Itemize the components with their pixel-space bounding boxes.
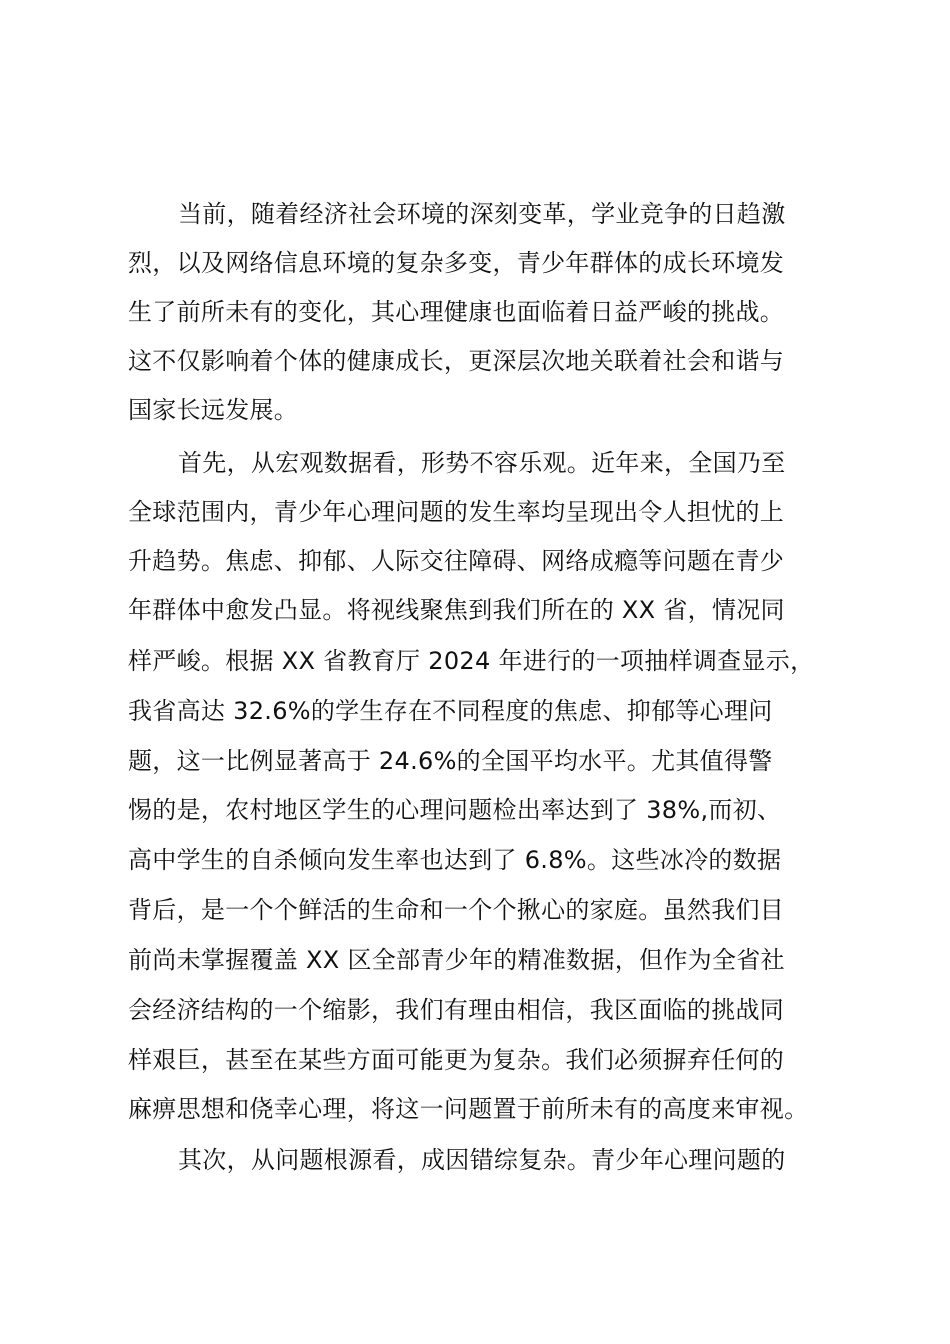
paragraph-2-line-9: 高中学生的自杀倾向发生率也达到了 6.8%。这些冰冷的数据 — [128, 846, 782, 874]
paragraph-2-line-6: 我省高达 32.6%的学生存在不同程度的焦虑、抑郁等心理问 — [128, 697, 773, 725]
paragraph-3-line-1: 其次，从问题根源看，成因错综复杂。青少年心理问题的 — [178, 1146, 786, 1174]
paragraph-2-line-2: 全球范围内，青少年心理问题的发生率均呈现出令人担忧的上 — [128, 498, 785, 526]
paragraph-1-line-1: 当前，随着经济社会环境的深刻变革，学业竞争的日趋激 — [178, 200, 786, 228]
paragraph-2-line-13: 样艰巨，甚至在某些方面可能更为复杂。我们必须摒弃任何的 — [128, 1046, 785, 1074]
paragraph-2-line-1: 首先，从宏观数据看，形势不容乐观。近年来，全国乃至 — [178, 449, 786, 477]
paragraph-1-line-3: 生了前所未有的变化，其心理健康也面临着日益严峻的挑战。 — [128, 298, 785, 326]
paragraph-1-line-2: 烈，以及网络信息环境的复杂多变，青少年群体的成长环境发 — [128, 249, 785, 277]
paragraph-2-line-3: 升趋势。焦虑、抑郁、人际交往障碍、网络成瘾等问题在青少 — [128, 547, 785, 575]
paragraph-2-line-8: 惕的是，农村地区学生的心理问题检出率达到了 38%,而初、 — [128, 796, 782, 824]
paragraph-1-line-5: 国家长远发展。 — [128, 396, 299, 424]
paragraph-2-line-7: 题，这一比例显著高于 24.6%的全国平均水平。尤其值得警 — [128, 747, 773, 775]
paragraph-1-line-4: 这不仅影响着个体的健康成长，更深层次地关联着社会和谐与 — [128, 347, 785, 375]
paragraph-2-line-12: 会经济结构的一个缩影，我们有理由相信，我区面临的挑战同 — [128, 996, 785, 1024]
paragraph-2-line-11: 前尚未掌握覆盖 XX 区全部青少年的精准数据，但作为全省社 — [128, 946, 785, 974]
paragraph-2-line-4: 年群体中愈发凸显。将视线聚焦到我们所在的 XX 省，情况同 — [128, 596, 785, 624]
paragraph-2-line-5: 样严峻。根据 XX 省教育厅 2024 年进行的一项抽样调查显示， — [128, 647, 815, 675]
paragraph-2-line-10: 背后，是一个个鲜活的生命和一个个揪心的家庭。虽然我们目 — [128, 896, 785, 924]
paragraph-2-line-14: 麻痹思想和侥幸心理，将这一问题置于前所未有的高度来审视。 — [128, 1095, 809, 1123]
